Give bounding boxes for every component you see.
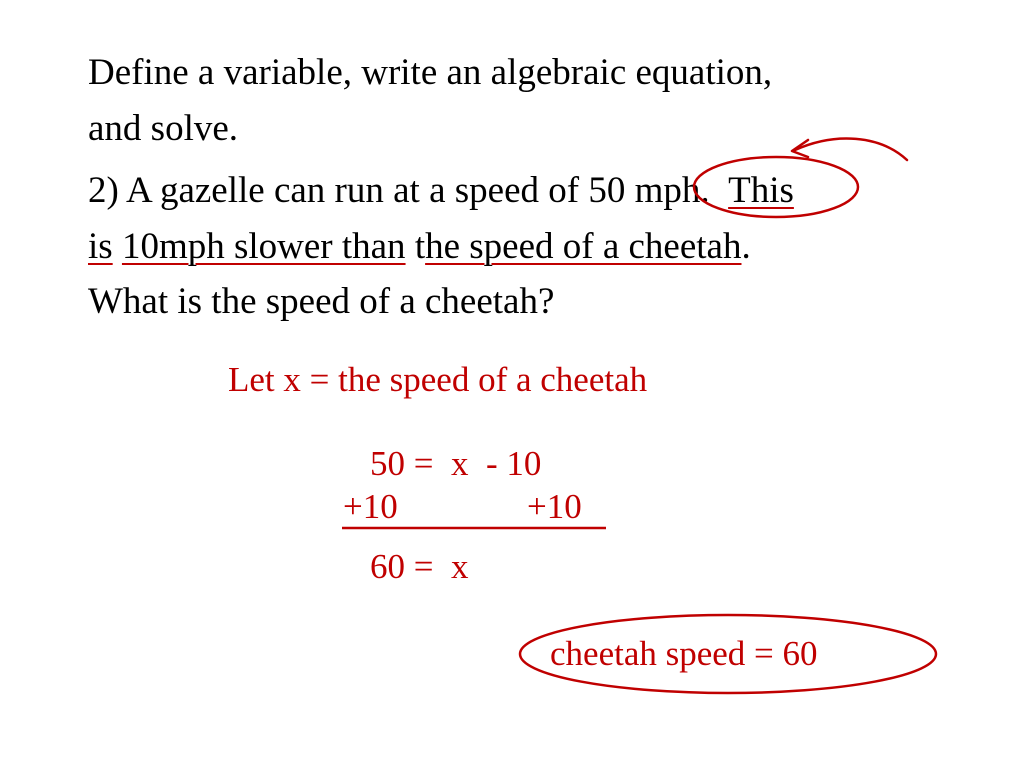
- add-ten-right: +10: [527, 487, 582, 526]
- problem-line-2: [88, 228, 751, 265]
- underlined-is: is: [88, 226, 113, 267]
- underlined-cheetah-speed: he speed of a cheetah: [425, 226, 742, 267]
- plain-letter-t: t: [414, 226, 426, 267]
- problem-text: 2) A gazelle can run at a speed of: [88, 170, 589, 211]
- underlined-slower-than: 10mph slower than: [121, 226, 406, 267]
- equation-step-1: 50 = x - 10: [370, 444, 542, 483]
- add-ten-left: +10: [343, 487, 398, 526]
- circled-speed-text: 50 mph.: [588, 170, 710, 211]
- underlined-this: This: [728, 170, 794, 211]
- problem-line-3: What is the speed of a cheetah?: [88, 281, 555, 322]
- let-statement: Let x = the speed of a cheetah: [228, 360, 648, 399]
- arrow-curve: [795, 139, 907, 160]
- instructions-line-2: and solve.: [88, 108, 239, 149]
- instructions-line-1: Define a variable, write an algebraic equation,: [88, 52, 773, 93]
- period: .: [741, 226, 751, 267]
- problem-line-1: [88, 172, 794, 209]
- answer-text: cheetah speed = 60: [550, 634, 818, 673]
- equation-step-2: 60 = x: [370, 547, 469, 586]
- arrowhead-icon: [792, 140, 808, 157]
